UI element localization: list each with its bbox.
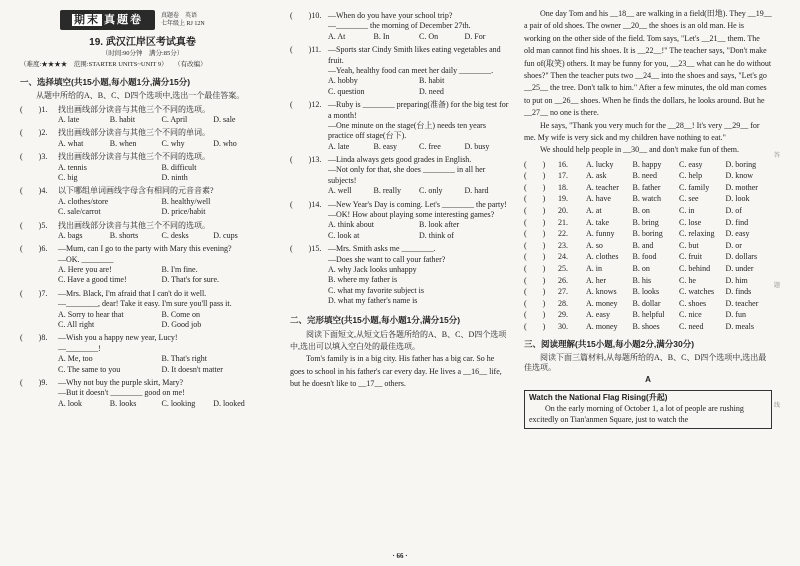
question-15: ( )15. —Mrs. Smith asks me ________. —Does she want to call your father? A. why Jack looks unhappy B. where my father is C. what my favorite subject is D. what my father's name is (290, 244, 446, 306)
section-intro: 阅读下面三篇材料,从每题所给的A、B、C、D四个选项中,选出最佳选项。 (524, 352, 767, 373)
exam-time: （时间:90分钟 满分:85分） (101, 50, 184, 58)
question-9: ( )9. —Why not buy the purple skirt, Mary? —But it doesn't ________ good on me! A. look B. looks C. looking D. looked (20, 377, 245, 408)
choice-row: ( ) 30. A. money B. shoes C. need D. meals (524, 322, 754, 331)
question-12: ( )12. —Ruby is ________ preparing(准备) for the big test for a month! —One minute on the stage(台上) needs ten years practice off stage(台下). A. late B. easy C. free D. busy (290, 100, 509, 151)
cloze-choices (524, 159, 772, 333)
cloze-passage: We should help people in __30__ and don't make fun of them. (540, 145, 739, 155)
question-4: ( )4. 以下哪组单词画线字母含有相同的元音音素? A. clothes/store B. healthy/well C. sale/carrot D. price/habit (20, 186, 214, 217)
header-meta: 真题卷 英语 七年级上 RJ 12N (161, 12, 205, 28)
question-10: ( )10. —When do you have your school trip? —________ the morning of December 27th. A. At B. In C. On D. For (290, 11, 486, 41)
part-label: A (645, 375, 651, 385)
reading-box (524, 390, 772, 429)
cloze-passage: One day Tom and his __18__ are walking in a field(田地). They __19__ a pair of old shoes. The owner __20__ the shoes is an old man. He is working on the other side of the field. Tom says, "Let's __21__ them. The old man cannot find his shoes. It is __22__!" The teacher says, "Don't make fun of(取笑) others. It may be funny for you, __23__ what can he do without shoes?" Then the teacher puts two __24__ into the shoes and says, "Let's go __25__ the tree. Don't talk to him." After a few minutes, the old man comes to put on __26__ shoes. When he finds the dollars, he looks around. But he __27__ no one is there. (524, 9, 772, 118)
column-left (20, 8, 265, 409)
exam-header (60, 10, 265, 30)
question-6: ( )6. —Mum, can I go to the party with Mary this evening? —OK. ________ A. Here you are! B. I'm fine. C. Have a good time! D. That's for sure. (20, 244, 232, 285)
choice-row: ( ) 28. A. money B. dollar C. shoes D. teacher (524, 298, 759, 308)
section-title: 二、完形填空(共15小题,每小题1分,满分15分) (290, 314, 461, 325)
reading-title: Watch the National Flag Rising(升起) (529, 392, 668, 402)
choice-row: ( ) 21. A. take B. bring C. lose D. find (524, 217, 749, 227)
question-14: ( )14. —New Year's Day is coming. Let's ________ the party! —OK! How about playing some interesting games? A. think about B. look after C. look at D. think of (290, 199, 507, 240)
choice-row: ( ) 19. A. have B. watch C. see D. look (524, 194, 750, 204)
question-2: ( )2. 找出画线部分读音与其他三个不同的单词。 A. what B. when C. why D. who (20, 128, 237, 148)
column-middle (290, 8, 510, 391)
choice-row: ( ) 27. A. knows B. looks C. watches D. finds (524, 287, 752, 297)
choice-row: ( ) 22. A. funny B. boring C. relaxing D. easy (524, 229, 750, 239)
question-11: ( )11. —Sports star Cindy Smith likes eating vegetables and fruit. —Yeah, healthy food can meet her daily ________. A. hobby B. habit C. question D. need (290, 45, 501, 96)
choice-row: ( ) 20. A. at B. on C. in D. of (524, 206, 742, 216)
choice-row: ( ) 16. A. lucky B. happy C. easy D. boring (524, 159, 757, 169)
question-5: ( )5. 找出画线部分读音与其他三个不同的选项。 A. bags B. shorts C. desks D. cups (20, 220, 238, 240)
choice-row: ( ) 24. A. clothes B. food C. fruit D. dollars (524, 252, 758, 262)
cloze-passage: Tom's family is in a big city. His father has a big car. So he goes to school in his father's car every day. He lives a __16__ life, but he doesn't like to __17__ others. (290, 354, 502, 389)
section-intro: 阅读下面短文,从短文后各题所给的A、B、C、D四个选项中,选出可以填入空白处的最佳选项。 (290, 329, 507, 351)
cloze-passage: He says, "Thank you very much for the __28__! It's very __29__ for me. My wife is very sick and my children have nothing to eat." (524, 120, 760, 142)
question-3: ( )3. 找出画线部分读音与其他三个不同的选项。 A. tennis B. difficult C. big D. ninth (20, 152, 210, 182)
reading-text: On the early morning of October 1, a lot of people are rushing excitedly on Tian'anmen Square, just to watch the (529, 404, 744, 425)
section-intro: 从题中所给的A、B、C、D四个选项中,选出一个最佳答案。 (36, 91, 245, 101)
page-number: · 66 · (392, 552, 408, 560)
margin-mark: 题 (773, 283, 780, 289)
choice-row: ( ) 29. A. easy B. helpful C. nice D. fun (524, 310, 746, 320)
choice-row: ( ) 26. A. her B. his C. he D. him (524, 275, 748, 285)
question-13: ( )13. —Linda always gets good grades in English. —Not only for that, she does ________ in all her subjects! A. well B. really C. only D. hard (290, 155, 489, 196)
question-7: ( )7. —Mrs. Black, I'm afraid that I can't do it well. —________, dear! Take it easy. I'm sure you'll pass it. A. Sorry to hear that B. Come on C. All right D. Good job (20, 288, 232, 330)
margin-mark: 答 (773, 153, 780, 159)
exam-title: 19. 武汉江岸区考试真卷 (89, 37, 196, 49)
exam-info: （难度:★★★★ 范围:STARTER UNITS~UNIT 9） （有改编） (20, 60, 207, 68)
choice-row: ( ) 18. A. teacher B. father C. family D. mother (524, 182, 758, 192)
section-title: 三、阅读理解(共15小题,每小题2分,满分30分) (524, 338, 695, 349)
question-8: ( )8. —Wish you a happy new year, Lucy! —________! A. Me, too B. That's right C. The same to you D. It doesn't matter (20, 333, 223, 374)
section-title: 一、选择填空(共15小题,每小题1分,满分15分) (20, 77, 191, 88)
column-right (524, 8, 772, 429)
choice-row: ( ) 23. A. so B. and C. but D. or (524, 240, 742, 250)
question-1: ( )1. 找出画线部分读音与其他三个不同的选项。 A. late B. habit C. April D. sale (20, 104, 236, 124)
brand-logo: 期末 真题卷 (60, 10, 155, 30)
margin-mark: 线 (773, 403, 780, 409)
choice-row: ( ) 17. A. ask B. need C. help D. know (524, 171, 754, 181)
choice-row: ( ) 25. A. in B. on C. behind D. under (524, 264, 754, 274)
